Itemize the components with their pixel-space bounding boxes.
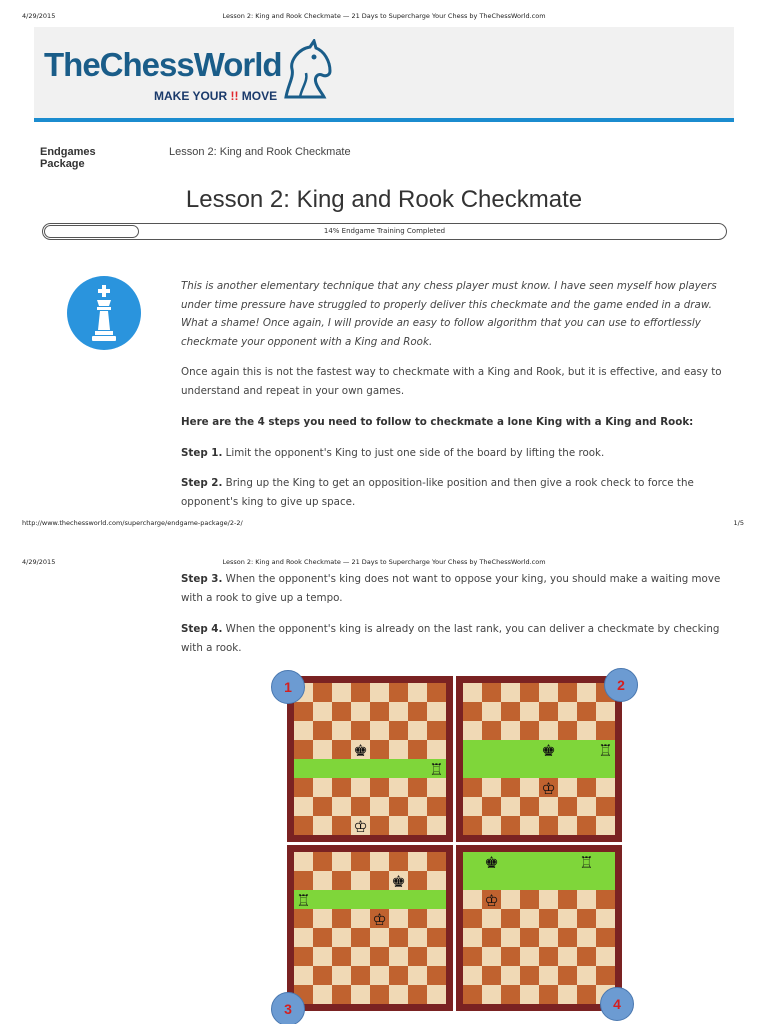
board-square xyxy=(294,852,313,871)
diagram-number-1: 1 xyxy=(271,670,305,704)
board-square xyxy=(558,852,577,871)
board-square xyxy=(370,966,389,985)
board-square xyxy=(313,816,332,835)
board-square xyxy=(408,683,427,702)
black-king-piece: ♚ xyxy=(391,872,406,891)
board-square xyxy=(313,966,332,985)
board-square xyxy=(501,852,520,871)
board-square xyxy=(332,702,351,721)
board-square xyxy=(427,871,446,890)
board-square xyxy=(427,721,446,740)
board-square xyxy=(294,947,313,966)
board-square xyxy=(313,871,332,890)
board-square xyxy=(577,740,596,759)
board-square xyxy=(408,871,427,890)
step-2: Step 2. Bring up the King to get an opposition-like position and then give a rook check to force the opponent's king to give up space. xyxy=(181,477,694,508)
board-square xyxy=(427,890,446,909)
board-square xyxy=(501,721,520,740)
diagram-number-3: 3 xyxy=(271,992,305,1024)
board-square xyxy=(596,966,615,985)
board-square xyxy=(520,966,539,985)
board-square xyxy=(501,985,520,1004)
board-square xyxy=(596,909,615,928)
board-square xyxy=(558,759,577,778)
board-square xyxy=(370,947,389,966)
board-square xyxy=(313,947,332,966)
white-rook-piece: ♖ xyxy=(296,891,311,910)
board-square xyxy=(539,871,558,890)
board-square xyxy=(427,985,446,1004)
board-square xyxy=(370,702,389,721)
board-square xyxy=(558,702,577,721)
board-square xyxy=(332,797,351,816)
board-square xyxy=(313,985,332,1004)
board-square xyxy=(539,721,558,740)
board-square xyxy=(370,928,389,947)
chess-diagram-1 xyxy=(287,676,453,842)
board-square xyxy=(501,683,520,702)
board-square xyxy=(463,702,482,721)
board-square xyxy=(294,702,313,721)
white-rook-piece: ♖ xyxy=(429,760,444,779)
board-square xyxy=(332,683,351,702)
board-square xyxy=(427,778,446,797)
board-square xyxy=(370,759,389,778)
board-square xyxy=(427,966,446,985)
board-square xyxy=(408,928,427,947)
board-square xyxy=(596,947,615,966)
board-square xyxy=(313,890,332,909)
board-square xyxy=(313,721,332,740)
board-square xyxy=(408,702,427,721)
board-square xyxy=(389,966,408,985)
paragraph: Once again this is not the fastest way to checkmate with a King and Rook, but it is effective, and easy to understand and repeat in your own games. xyxy=(181,366,722,397)
board-square xyxy=(463,740,482,759)
board-square xyxy=(520,778,539,797)
page-title: Lesson 2: King and Rook Checkmate xyxy=(185,186,583,213)
board-square xyxy=(577,816,596,835)
board-square xyxy=(520,683,539,702)
board-square xyxy=(332,871,351,890)
board-square xyxy=(351,852,370,871)
board-square xyxy=(389,797,408,816)
logo-tagline: MAKE YOUR !! MOVE xyxy=(154,89,278,103)
board-square xyxy=(482,871,501,890)
board-square xyxy=(294,909,313,928)
board-square xyxy=(482,759,501,778)
board-square xyxy=(427,797,446,816)
board-square xyxy=(501,702,520,721)
board-square xyxy=(313,683,332,702)
chess-diagram-4 xyxy=(456,845,622,1011)
board-square xyxy=(558,947,577,966)
board-square xyxy=(389,909,408,928)
board-square xyxy=(313,702,332,721)
board-square xyxy=(520,909,539,928)
board-square xyxy=(427,947,446,966)
board-square xyxy=(539,909,558,928)
board-square xyxy=(389,683,408,702)
board-square xyxy=(520,740,539,759)
board-square xyxy=(558,966,577,985)
board-square xyxy=(501,947,520,966)
white-king-piece: ♔ xyxy=(372,910,387,929)
board-square xyxy=(408,816,427,835)
board-square xyxy=(482,928,501,947)
board-square xyxy=(501,778,520,797)
board-square xyxy=(501,871,520,890)
board-square xyxy=(577,759,596,778)
board-square xyxy=(577,721,596,740)
board-square xyxy=(427,928,446,947)
step-3: Step 3. When the opponent's king does not want to oppose your king, you should make a waiting move with a rook to give up a tempo. xyxy=(181,573,721,604)
board-square xyxy=(539,683,558,702)
board-square xyxy=(313,759,332,778)
board-square xyxy=(596,721,615,740)
diagram-number-2: 2 xyxy=(604,668,638,702)
print-title: Lesson 2: King and Rook Checkmate — 21 Days to Supercharge Your Chess by TheChessWorld.com xyxy=(222,12,546,20)
board-square xyxy=(313,778,332,797)
board-square xyxy=(332,852,351,871)
board-square xyxy=(596,852,615,871)
board-square xyxy=(558,985,577,1004)
board-square xyxy=(596,871,615,890)
white-rook-piece: ♖ xyxy=(579,853,594,872)
board-square xyxy=(558,890,577,909)
board-square xyxy=(370,683,389,702)
board-square xyxy=(577,797,596,816)
white-king-piece: ♔ xyxy=(484,891,499,910)
board-square xyxy=(482,721,501,740)
board-square xyxy=(482,985,501,1004)
board-square xyxy=(408,797,427,816)
board-square xyxy=(294,928,313,947)
board-square xyxy=(482,683,501,702)
board-square xyxy=(294,797,313,816)
board-square xyxy=(463,947,482,966)
board-square xyxy=(332,721,351,740)
board-square xyxy=(389,985,408,1004)
print-date: 4/29/2015 xyxy=(22,558,56,566)
board-square xyxy=(520,759,539,778)
board-square xyxy=(596,702,615,721)
board-square xyxy=(332,890,351,909)
board-square xyxy=(351,797,370,816)
board-square xyxy=(520,985,539,1004)
board-square xyxy=(463,852,482,871)
board-square xyxy=(370,985,389,1004)
board-square xyxy=(539,985,558,1004)
board-square xyxy=(294,816,313,835)
board-square xyxy=(463,759,482,778)
board-square xyxy=(463,966,482,985)
board-square xyxy=(520,797,539,816)
board-square xyxy=(482,909,501,928)
board-square xyxy=(501,909,520,928)
board-square xyxy=(520,702,539,721)
board-square xyxy=(463,890,482,909)
board-square xyxy=(577,985,596,1004)
board-square xyxy=(482,816,501,835)
board-square xyxy=(351,966,370,985)
board-square xyxy=(389,852,408,871)
board-square xyxy=(520,816,539,835)
board-square xyxy=(520,721,539,740)
board-square xyxy=(313,740,332,759)
board-square xyxy=(332,966,351,985)
board-square xyxy=(482,797,501,816)
board-square xyxy=(463,909,482,928)
board-square xyxy=(539,852,558,871)
board-square xyxy=(332,985,351,1004)
chess-diagram-2 xyxy=(456,676,622,842)
board-square xyxy=(370,797,389,816)
board-square xyxy=(389,759,408,778)
board-square xyxy=(482,966,501,985)
board-square xyxy=(389,740,408,759)
board-square xyxy=(408,721,427,740)
black-king-piece: ♚ xyxy=(484,853,499,872)
white-king-piece: ♔ xyxy=(353,817,368,835)
board-square xyxy=(408,740,427,759)
board-square xyxy=(501,890,520,909)
board-square xyxy=(351,683,370,702)
board-square xyxy=(558,683,577,702)
board-square xyxy=(294,759,313,778)
board-square xyxy=(577,702,596,721)
board-square xyxy=(408,909,427,928)
board-square xyxy=(351,778,370,797)
board-square xyxy=(482,947,501,966)
board-square xyxy=(482,702,501,721)
board-square xyxy=(389,816,408,835)
board-square xyxy=(389,947,408,966)
board-square xyxy=(408,778,427,797)
board-square xyxy=(408,947,427,966)
black-king-piece: ♚ xyxy=(541,741,556,760)
intro-paragraph: This is another elementary technique that any chess player must know. I have seen myself how players under time pressure have struggled to properly deliver this checkmate and the game ended in a draw. What a shame! Once again, I will provide an easy to follow algorithm that you can use to effortlessly checkmate your opponent with a King and Rook. xyxy=(181,280,717,348)
board-square xyxy=(351,890,370,909)
board-square xyxy=(332,947,351,966)
board-square xyxy=(351,947,370,966)
board-square xyxy=(501,759,520,778)
board-square xyxy=(370,871,389,890)
board-square xyxy=(389,721,408,740)
board-square xyxy=(577,909,596,928)
board-square xyxy=(313,852,332,871)
board-square xyxy=(558,928,577,947)
board-square xyxy=(408,966,427,985)
board-square xyxy=(577,966,596,985)
board-square xyxy=(313,909,332,928)
board-square xyxy=(577,683,596,702)
step-1: Step 1. Limit the opponent's King to just one side of the board by lifting the rook. xyxy=(181,447,605,459)
board-square xyxy=(294,966,313,985)
board-square xyxy=(577,928,596,947)
board-square xyxy=(501,816,520,835)
board-square xyxy=(539,966,558,985)
board-square xyxy=(558,797,577,816)
black-king-piece: ♚ xyxy=(353,741,368,760)
board-square xyxy=(596,778,615,797)
board-square xyxy=(520,852,539,871)
board-square xyxy=(596,890,615,909)
board-square xyxy=(577,890,596,909)
chess-diagram-3 xyxy=(287,845,453,1011)
board-square xyxy=(501,740,520,759)
board-square xyxy=(294,778,313,797)
board-square xyxy=(351,721,370,740)
board-square xyxy=(408,759,427,778)
board-square xyxy=(520,890,539,909)
diagram-number-4: 4 xyxy=(600,987,634,1021)
board-square xyxy=(389,928,408,947)
board-square xyxy=(427,702,446,721)
board-square xyxy=(389,778,408,797)
board-square xyxy=(351,871,370,890)
board-square xyxy=(501,928,520,947)
print-header-page-2 xyxy=(0,555,768,569)
board-square xyxy=(408,985,427,1004)
board-square xyxy=(313,797,332,816)
board-square xyxy=(294,871,313,890)
board-square xyxy=(539,702,558,721)
chess-king-icon xyxy=(67,276,141,350)
progress-label: 14% Endgame Training Completed xyxy=(323,227,446,235)
board-square xyxy=(558,816,577,835)
board-square xyxy=(463,871,482,890)
board-square xyxy=(313,928,332,947)
banner-rule xyxy=(34,118,734,122)
board-square xyxy=(427,816,446,835)
board-square xyxy=(539,928,558,947)
board-square xyxy=(294,721,313,740)
board-square xyxy=(482,778,501,797)
board-square xyxy=(577,947,596,966)
board-square xyxy=(332,816,351,835)
board-square xyxy=(539,890,558,909)
knight-logo-icon xyxy=(278,39,334,101)
board-square xyxy=(463,816,482,835)
board-square xyxy=(370,778,389,797)
board-square xyxy=(427,683,446,702)
board-square xyxy=(539,759,558,778)
board-square xyxy=(370,816,389,835)
site-logo[interactable]: TheChessWorld xyxy=(44,46,282,83)
board-square xyxy=(558,778,577,797)
board-square xyxy=(558,740,577,759)
board-square xyxy=(389,702,408,721)
board-square xyxy=(539,816,558,835)
board-square xyxy=(482,740,501,759)
board-square xyxy=(558,721,577,740)
board-square xyxy=(351,985,370,1004)
steps-heading: Here are the 4 steps you need to follow to checkmate a lone King with a King and Rook: xyxy=(181,416,694,428)
board-square xyxy=(408,890,427,909)
board-square xyxy=(294,740,313,759)
board-square xyxy=(370,890,389,909)
board-square xyxy=(332,928,351,947)
board-square xyxy=(577,871,596,890)
step-4: Step 4. When the opponent's king is already on the last rank, you can deliver a checkmate by checking with a rook. xyxy=(181,623,720,654)
print-page-number: 1/5 xyxy=(733,519,744,527)
board-square xyxy=(463,797,482,816)
board-square xyxy=(332,740,351,759)
print-date: 4/29/2015 xyxy=(22,12,56,20)
board-square xyxy=(463,778,482,797)
board-square xyxy=(501,797,520,816)
board-square xyxy=(596,759,615,778)
board-square xyxy=(577,778,596,797)
breadcrumb-current: Lesson 2: King and Rook Checkmate xyxy=(169,146,351,158)
board-square xyxy=(427,909,446,928)
board-square xyxy=(389,890,408,909)
board-square xyxy=(520,928,539,947)
board-square xyxy=(332,759,351,778)
board-square xyxy=(539,797,558,816)
board-square xyxy=(558,909,577,928)
board-square xyxy=(370,721,389,740)
board-square xyxy=(351,759,370,778)
board-square xyxy=(463,985,482,1004)
board-square xyxy=(351,909,370,928)
board-square xyxy=(427,740,446,759)
board-square xyxy=(596,816,615,835)
board-square xyxy=(501,966,520,985)
print-title: Lesson 2: King and Rook Checkmate — 21 Days to Supercharge Your Chess by TheChessWorld.com xyxy=(222,558,546,566)
board-square xyxy=(408,852,427,871)
board-square xyxy=(370,852,389,871)
board-square xyxy=(596,928,615,947)
board-square xyxy=(463,683,482,702)
print-header xyxy=(0,9,768,23)
board-square xyxy=(332,909,351,928)
board-square xyxy=(539,947,558,966)
board-square xyxy=(596,797,615,816)
board-square xyxy=(558,871,577,890)
board-square xyxy=(351,928,370,947)
board-square xyxy=(427,852,446,871)
progress-bar xyxy=(42,223,727,240)
site-banner xyxy=(34,27,734,119)
board-square xyxy=(463,721,482,740)
board-square xyxy=(370,740,389,759)
print-url: http://www.thechessworld.com/supercharge/endgame-package/2-2/ xyxy=(22,519,243,527)
board-square xyxy=(332,778,351,797)
white-king-piece: ♔ xyxy=(541,779,556,798)
breadcrumb-parent-link[interactable]: Endgames Package xyxy=(40,146,96,170)
board-square xyxy=(520,947,539,966)
board-square xyxy=(351,702,370,721)
board-square xyxy=(520,871,539,890)
white-rook-piece: ♖ xyxy=(598,741,613,760)
board-square xyxy=(463,928,482,947)
